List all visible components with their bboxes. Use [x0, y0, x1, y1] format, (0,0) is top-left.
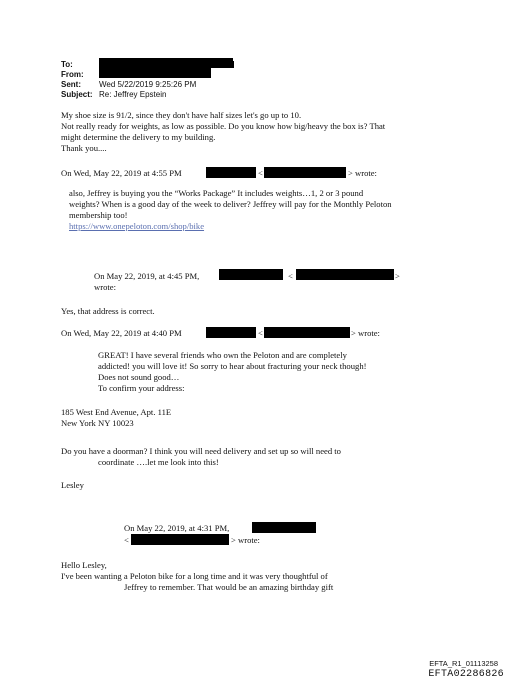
redacted-name	[219, 269, 283, 280]
body-line: I've been wanting a Peloton bike for a long time and it was very thoughtful of	[61, 571, 328, 581]
body-paragraph	[61, 110, 385, 154]
quote-lt: <	[124, 535, 129, 545]
body-line: Thank you....	[61, 143, 107, 153]
redacted-to	[99, 58, 233, 68]
body-line: also, Jeffrey is buying you the “Works Package” It includes weights…1, 2 or 3 pound	[69, 188, 364, 198]
body-line: Not really ready for weights, as low as possible. Do you know how big/heavy the box is? That	[61, 121, 386, 131]
bates-number-small: EFTA_R1_01113258	[429, 659, 498, 668]
redacted-mark	[232, 61, 234, 68]
body-line: To confirm your address:	[98, 383, 185, 393]
quote-wrote: > wrote:	[348, 168, 377, 178]
body-line: addicted! you will love it! So sorry to hear about fracturing your neck though!	[98, 361, 367, 371]
redacted-email	[296, 269, 394, 280]
body-line: might determine the delivery to my building.	[61, 132, 216, 142]
quote-body	[98, 350, 366, 394]
quote-body	[69, 188, 392, 232]
redacted-from	[99, 68, 211, 78]
body-line: Jeffrey to remember. That would be an amazing birthday gift	[124, 582, 334, 592]
sent-label: Sent:	[61, 80, 81, 89]
quote-header: On Wed, May 22, 2019 at 4:55 PM	[61, 168, 182, 178]
to-label: To:	[61, 60, 73, 69]
body-line: Do you have a doorman? I think you will need delivery and set up so will need to	[61, 446, 341, 456]
quote-wrote: wrote:	[94, 282, 116, 292]
redacted-name	[252, 522, 316, 533]
quote-lt: <	[258, 328, 263, 338]
quote-gt: >	[395, 271, 400, 281]
quote-header: On May 22, 2019, at 4:45 PM,	[94, 271, 200, 281]
body-line: Yes, that address is correct.	[61, 306, 155, 316]
quote-wrote: > wrote:	[231, 535, 260, 545]
redacted-email	[131, 534, 229, 545]
redacted-email	[264, 167, 346, 178]
body-line: membership too!	[69, 210, 128, 220]
quote-header: On May 22, 2019, at 4:31 PM,	[124, 523, 230, 533]
body-line: GREAT! I have several friends who own the Peloton and are completely	[98, 350, 347, 360]
address-line: New York NY 10023	[61, 418, 134, 428]
redacted-name	[206, 327, 256, 338]
redacted-name	[206, 167, 256, 178]
sent-value: Wed 5/22/2019 9:25:26 PM	[99, 80, 197, 89]
address-line: 185 West End Avenue, Apt. 11E	[61, 407, 172, 417]
subject-label: Subject:	[61, 90, 93, 99]
quote-wrote: > wrote:	[351, 328, 380, 338]
bates-number-large: EFTA02286826	[428, 669, 504, 680]
quote-lt: <	[258, 168, 263, 178]
body-line: coordinate ….let me look into this!	[98, 457, 219, 467]
from-label: From:	[61, 70, 84, 79]
body-line: Hello Lesley,	[61, 560, 107, 570]
subject-value: Re: Jeffrey Epstein	[99, 90, 167, 99]
body-line: weights? When is a good day of the week to deliver? Jeffrey will pay for the Monthly Peloton	[69, 199, 392, 209]
quote-lt: <	[288, 271, 293, 281]
body-paragraph	[61, 560, 328, 582]
address-block	[61, 407, 171, 429]
signature: Lesley	[61, 480, 84, 490]
body-line: Does not sound good…	[98, 372, 180, 382]
quote-header: On Wed, May 22, 2019 at 4:40 PM	[61, 328, 182, 338]
body-line: My shoe size is 91/2, since they don't have half sizes let's go up to 10.	[61, 110, 302, 120]
redacted-email	[264, 327, 350, 338]
peloton-shop-link[interactable]: https://www.onepeloton.com/shop/bike	[69, 221, 205, 231]
